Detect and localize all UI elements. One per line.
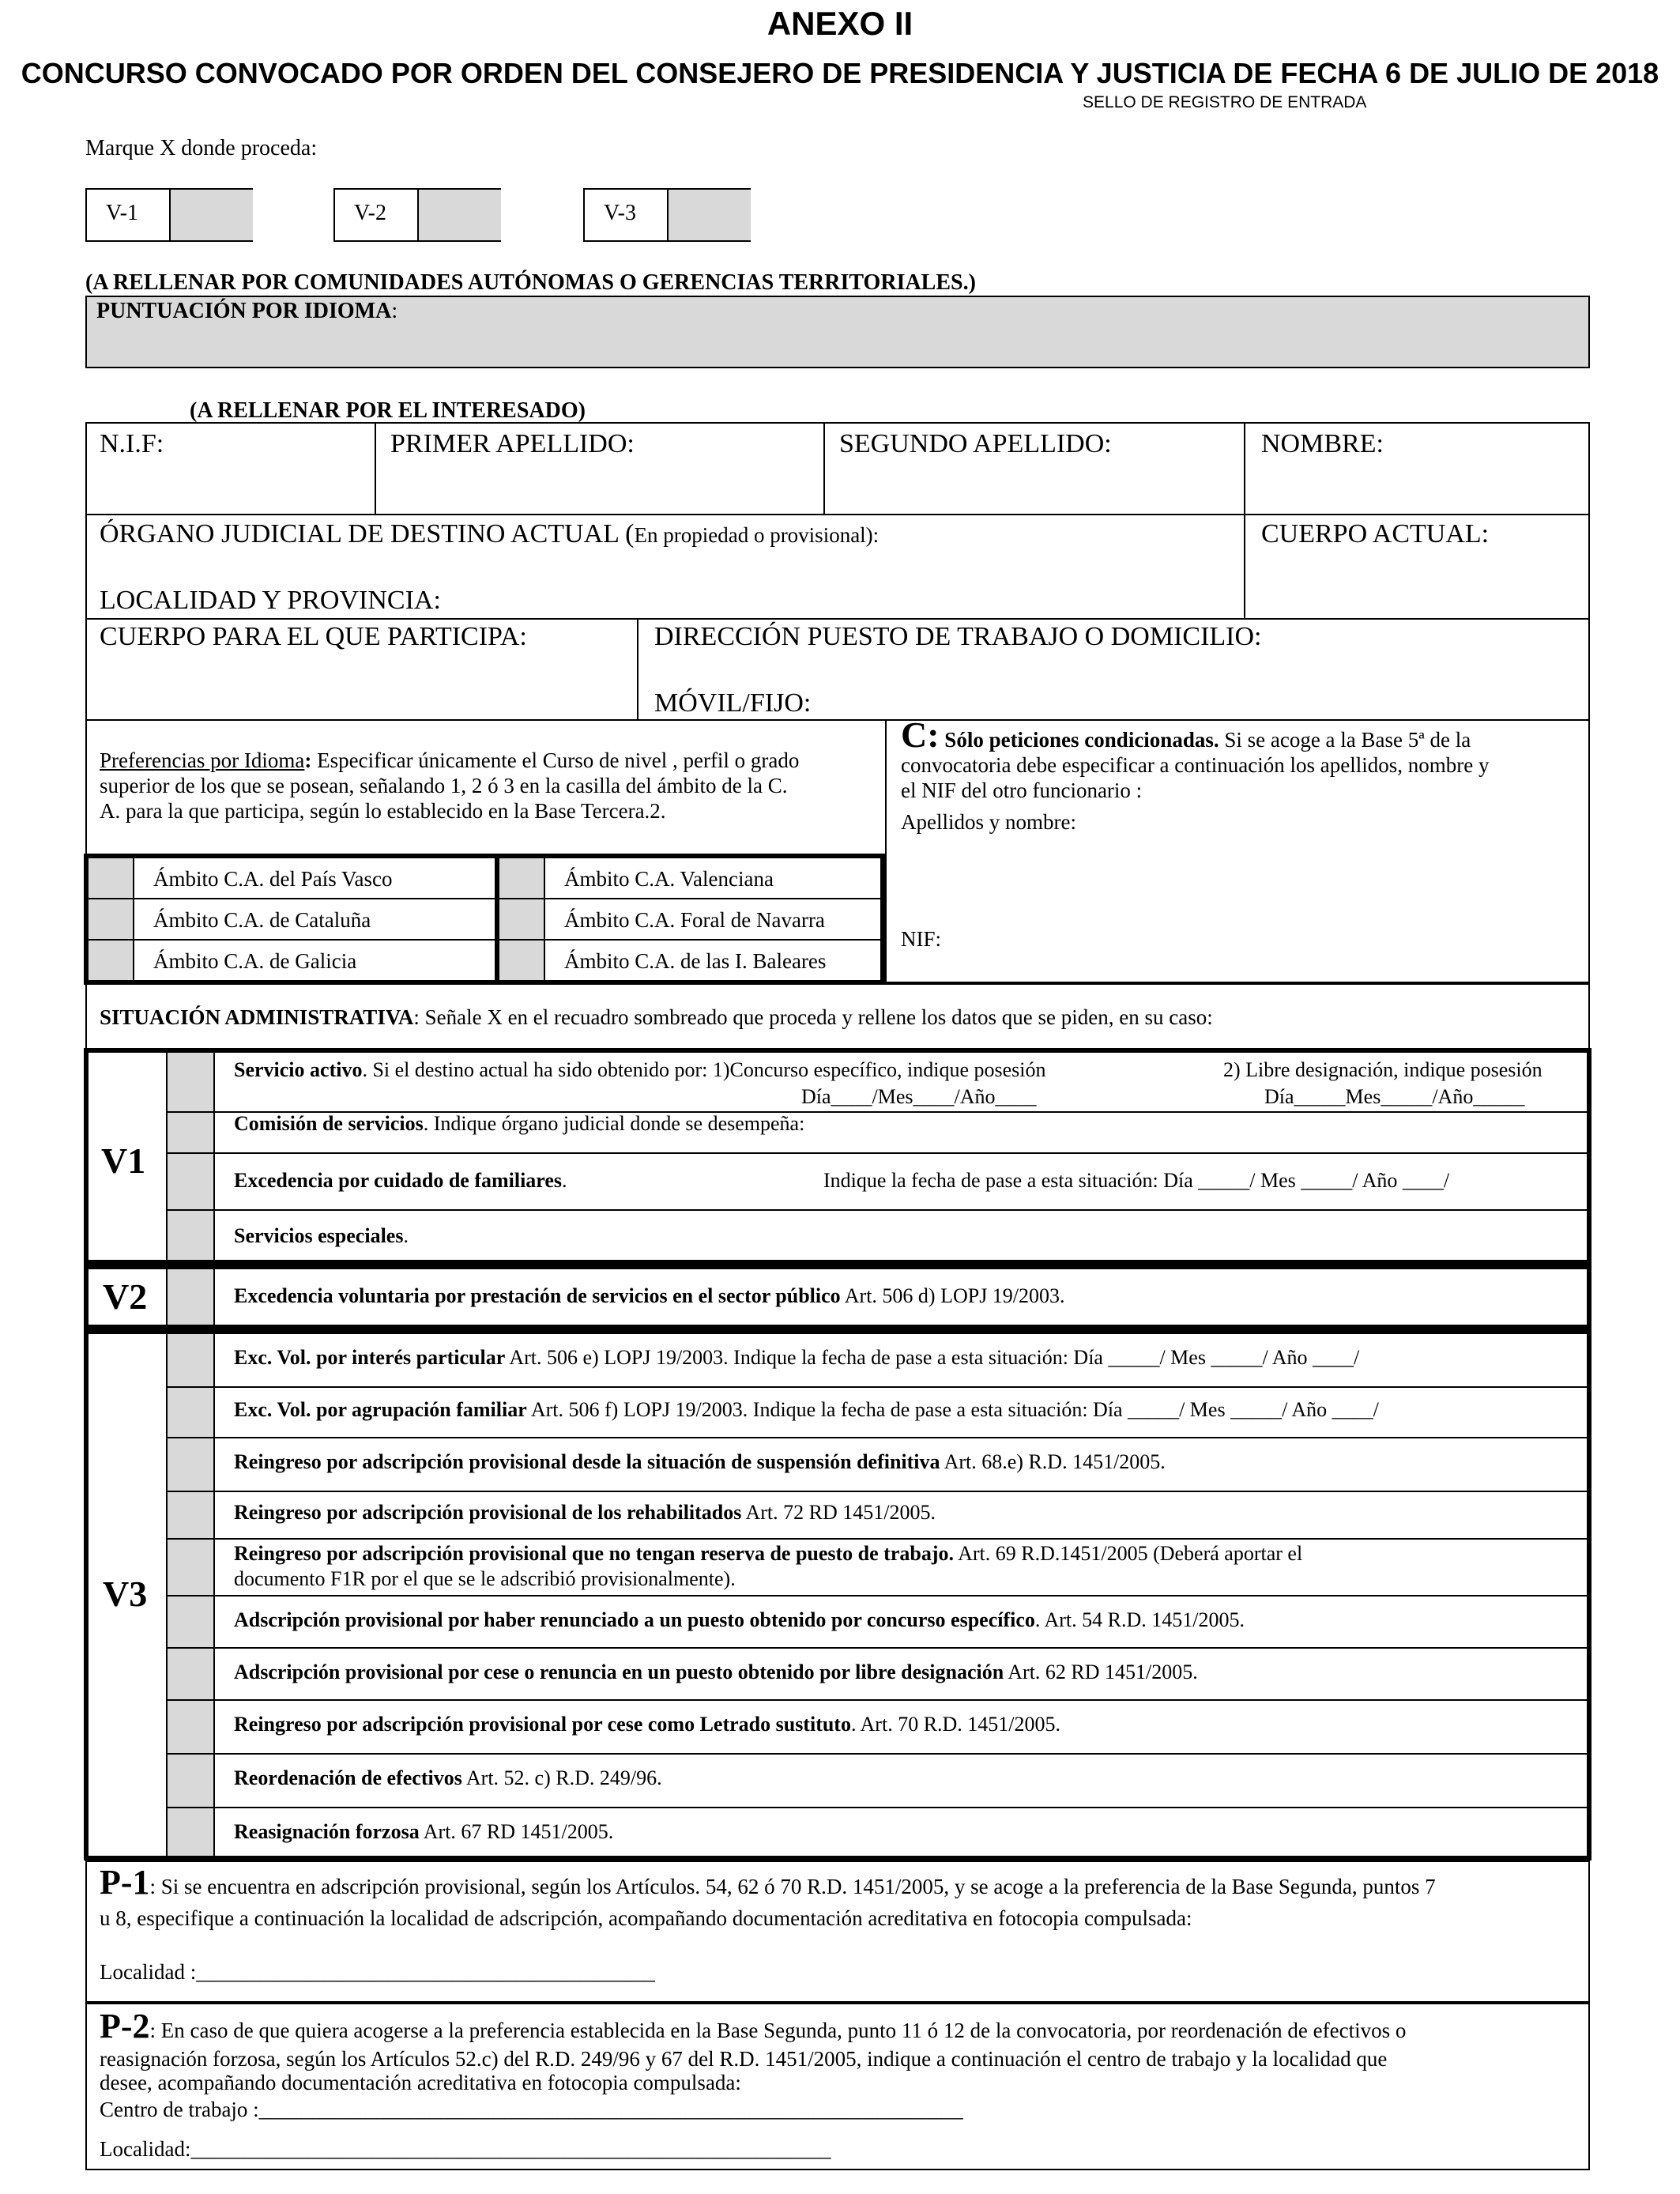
v3-option-7-text	[234, 1660, 1198, 1684]
nif-field-label: N.I.F:	[100, 429, 164, 458]
v3-option-3-bold: Reingreso por adscripción provisional desde la situación de suspensión definitiva	[234, 1450, 940, 1473]
ambito-valenciana-label: Ámbito C.A. Valenciana	[564, 867, 774, 891]
p1-line-1	[100, 1862, 1436, 1902]
v3-option-7-bold: Adscripción provisional por cese o renuncia en un puesto obtenido por libre designación	[234, 1661, 1004, 1683]
cuerpo-actual-field[interactable]	[1245, 515, 1588, 616]
servicios-especiales-checkbox[interactable]	[168, 1211, 213, 1260]
servicio-activo-checkbox[interactable]	[168, 1053, 213, 1111]
p1-localidad-field[interactable]: Localidad :___________________________________________	[100, 1960, 655, 1984]
v3-option-3-rest: Art. 68.e) R.D. 1451/2005.	[940, 1450, 1166, 1473]
segundo-apellido-field[interactable]	[825, 424, 1242, 512]
v3-option-4-rest: Art. 72 RD 1451/2005.	[741, 1501, 936, 1524]
v3-option-6-bold: Adscripción provisional por haber renunciado a un puesto obtenido por concurso específico	[234, 1608, 1035, 1631]
nombre-field[interactable]	[1245, 424, 1588, 512]
excedencia-familiares-checkbox[interactable]	[168, 1154, 213, 1209]
especiales-rest: .	[403, 1224, 409, 1247]
comision-servicios-text	[234, 1111, 804, 1136]
v3-option-3-checkbox[interactable]	[168, 1438, 213, 1491]
ambito-navarra-label: Ámbito C.A. Foral de Navarra	[564, 908, 825, 932]
excedencia-rest: .	[562, 1169, 567, 1192]
p1-line-2: u 8, especifique a continuación la localidad de adscripción, acompañando documentación acreditativa en fotocopia compulsada:	[100, 1906, 1192, 1930]
option-v2-box	[333, 188, 501, 242]
p2-line-1	[100, 2006, 1406, 2046]
excedencia-familiares-text	[234, 1168, 567, 1193]
direccion-field[interactable]	[638, 620, 1588, 718]
condicionadas-text	[901, 714, 1580, 835]
p2-line-3: desee, acompañando documentación acreditativa en fotocopia compulsada:	[100, 2071, 741, 2094]
p2-line-1-text: : En caso de que quiera acogerse a la preferencia establecida en la Base Segunda, punto 11 ó 12 de la convocatoria, por reordenación de efectivos o	[149, 2019, 1407, 2042]
condicionadas-apellidos-label: Apellidos y nombre:	[901, 810, 1076, 834]
v3-option-7-checkbox[interactable]	[168, 1649, 213, 1699]
v3-option-9-bold: Reordenación de efectivos	[234, 1766, 462, 1789]
comision-bold: Comisión de servicios	[234, 1112, 424, 1135]
v2-checkbox[interactable]	[168, 1269, 213, 1325]
v3-option-1-checkbox[interactable]	[168, 1334, 213, 1386]
primer-apellido-label: PRIMER APELLIDO:	[390, 429, 635, 458]
nombre-label: NOMBRE:	[1261, 429, 1384, 458]
v3-option-1-bold: Exc. Vol. por interés particular	[234, 1346, 506, 1369]
comision-rest: . Indique órgano judicial donde se desempeña:	[423, 1112, 805, 1135]
v3-label: V3	[103, 1574, 148, 1614]
situacion-heading-bold: SITUACIÓN ADMINISTRATIVA	[100, 1005, 414, 1029]
cuerpo-participa-field[interactable]	[87, 620, 635, 718]
especiales-bold: Servicios especiales	[234, 1224, 404, 1247]
v3-option-4-checkbox[interactable]	[168, 1492, 213, 1538]
condicionadas-nif-field[interactable]	[888, 925, 1588, 982]
v1-label: V1	[101, 1140, 146, 1181]
v3-option-5-rest: Art. 69 R.D.1451/2005 (Deberá aportar el	[954, 1542, 1303, 1565]
v3-option-9-checkbox[interactable]	[168, 1755, 213, 1807]
servicio-activo-rest: . Si el destino actual ha sido obtenido por: 1)Concurso específico, indique posesión	[362, 1058, 1046, 1081]
condicionadas-nif-label: NIF:	[901, 927, 942, 951]
segundo-apellido-label: SEGUNDO APELLIDO:	[839, 429, 1112, 458]
ambito-pais-vasco-checkbox[interactable]	[89, 858, 133, 898]
annex-title: ANEXO II	[767, 5, 913, 42]
ccaa-heading: (A RELLENAR POR COMUNIDADES AUTÓNOMAS O GERENCIAS TERRITORIALES.)	[85, 270, 976, 295]
puntuacion-idioma-field[interactable]	[85, 296, 1590, 368]
p1-line-1-text: : Si se encuentra en adscripción provisional, según los Artículos. 54, 62 ó 70 R.D. 1451/2005, y se acoge a la preferencia de la Base Segunda, puntos 7	[149, 1875, 1436, 1898]
primer-apellido-field[interactable]	[376, 424, 822, 512]
v3-option-5-bold: Reingreso por adscripción provisional que no tengan reserva de puesto de trabajo.	[234, 1542, 955, 1565]
v2-label: V2	[103, 1276, 148, 1317]
preferencias-line-2: superior de los que se posean, señalando 1, 2 ó 3 en la casilla del ámbito de la C.	[100, 774, 788, 797]
preferencias-text	[100, 748, 882, 824]
v3-option-10-rest: Art. 67 RD 1451/2005.	[419, 1820, 614, 1843]
nif-field[interactable]	[87, 424, 373, 512]
v3-option-6-checkbox[interactable]	[168, 1596, 213, 1647]
preferencias-line-3: A. para la que participa, según lo establecido en la Base Tercera.2.	[100, 799, 666, 823]
v3-option-10-checkbox[interactable]	[168, 1808, 213, 1856]
condicionadas-line-3: el NIF del otro funcionario :	[901, 778, 1143, 802]
ambito-cataluna-checkbox[interactable]	[89, 899, 133, 939]
v3-option-8-bold: Reingreso por adscripción provisional por cese como Letrado sustituto	[234, 1713, 851, 1736]
movil-fijo-label: MÓVIL/FIJO:	[654, 688, 812, 718]
ambito-cataluna-label: Ámbito C.A. de Cataluña	[153, 908, 371, 932]
v2-text	[234, 1284, 1065, 1308]
option-v1-label: V-1	[106, 201, 138, 225]
v3-option-2-rest: Art. 506 f) LOPJ 19/2003. Indique la fecha de pase a esta situación: Día _____/ Mes _____/ Año ____/	[526, 1398, 1379, 1421]
v3-option-8-rest: . Art. 70 R.D. 1451/2005.	[850, 1713, 1061, 1736]
cuerpo-actual-label: CUERPO ACTUAL:	[1261, 519, 1490, 548]
v2-bold: Excedencia voluntaria por prestación de servicios en el sector público	[234, 1284, 841, 1307]
condicionadas-bold: Sólo peticiones condicionadas.	[939, 728, 1219, 752]
option-v3-box	[583, 188, 751, 242]
p2-centro-field[interactable]: Centro de trabajo :__________________________________________________________________	[100, 2098, 963, 2121]
v3-option-6-text	[234, 1608, 1245, 1632]
preferencias-label: Preferencias por Idioma	[100, 748, 305, 772]
servicio-activo-fecha-1: Día____/Mes____/Año____	[801, 1085, 1037, 1108]
servicio-activo-fecha-2: Día_____Mes_____/Año_____	[1264, 1085, 1525, 1108]
option-v3-label: V-3	[604, 201, 636, 225]
puntuacion-label: PUNTUACIÓN POR IDIOMA	[96, 299, 392, 323]
v3-option-5-text	[234, 1541, 1302, 1566]
servicio-activo-libre: 2) Libre designación, indique posesión	[1223, 1058, 1543, 1081]
condicionadas-apellidos-field[interactable]	[888, 846, 1588, 925]
condicionadas-letter: C:	[901, 714, 940, 755]
condicionadas-line-2: convocatoria debe especificar a continuación los apellidos, nombre y	[901, 753, 1490, 777]
servicio-activo-text	[234, 1057, 1046, 1082]
v3-option-10-text	[234, 1819, 613, 1844]
organo-small-text: En propiedad o provisional):	[634, 523, 880, 547]
excedencia-familiares-fecha: Indique la fecha de pase a esta situación: Día _____/ Mes _____/ Año ____/	[823, 1169, 1450, 1192]
v3-option-9-text	[234, 1766, 662, 1790]
v3-option-8-checkbox[interactable]	[168, 1701, 213, 1753]
stamp-label: SELLO DE REGISTRO DE ENTRADA	[1083, 93, 1367, 111]
option-v1-checkbox[interactable]	[169, 190, 253, 240]
p2-label: P-2	[100, 2007, 150, 2045]
v3-option-2-text	[234, 1397, 1379, 1422]
ambito-baleares-label: Ámbito C.A. de las I. Baleares	[564, 949, 827, 973]
puntuacion-colon: :	[391, 299, 398, 323]
option-v2-checkbox[interactable]	[417, 190, 501, 240]
v3-option-3-text	[234, 1449, 1166, 1474]
v3-option-10-bold: Reasignación forzosa	[234, 1820, 420, 1843]
v3-option-1-rest: Art. 506 e) LOPJ 19/2003. Indique la fecha de pase a esta situación: Día _____/ Mes _____/ Año ____/	[505, 1346, 1360, 1369]
ambito-valenciana-checkbox[interactable]	[499, 858, 544, 898]
v3-option-1-text	[234, 1345, 1359, 1370]
situacion-heading	[100, 1005, 1213, 1030]
option-v1-box	[85, 188, 253, 242]
v2-rest: Art. 506 d) LOPJ 19/2003.	[840, 1284, 1065, 1307]
direccion-label: DIRECCIÓN PUESTO DE TRABAJO O DOMICILIO:	[654, 622, 1262, 651]
organo-main-text: ÓRGANO JUDICIAL DE DESTINO ACTUAL (	[100, 519, 635, 548]
cuerpo-participa-label: CUERPO PARA EL QUE PARTICIPA:	[100, 622, 527, 651]
v3-option-2-checkbox[interactable]	[168, 1388, 213, 1437]
condicionadas-line-1: Si se acoge a la Base 5ª de la	[1219, 728, 1471, 752]
v3-option-2-bold: Exc. Vol. por agrupación familiar	[234, 1398, 527, 1421]
comision-servicios-checkbox[interactable]	[168, 1113, 213, 1152]
document-subtitle: CONCURSO CONVOCADO POR ORDEN DEL CONSEJERO DE PRESIDENCIA Y JUSTICIA DE FECHA 6 DE JULIO DE 2018	[21, 57, 1659, 89]
p2-localidad-field[interactable]: Localidad:____________________________________________________________	[100, 2137, 831, 2161]
preferencias-colon: :	[304, 748, 312, 772]
interesado-heading: (A RELLENAR POR EL INTERESADO)	[190, 398, 586, 423]
p1-label: P-1	[100, 1863, 150, 1902]
ambito-galicia-checkbox[interactable]	[89, 941, 133, 980]
servicios-especiales-text	[234, 1223, 409, 1248]
preferencias-line-1: Especificar únicamente el Curso de nivel , perfil o grado	[311, 748, 800, 772]
v3-option-4-bold: Reingreso por adscripción provisional de los rehabilitados	[234, 1501, 742, 1524]
v3-option-5-checkbox[interactable]	[168, 1540, 213, 1595]
v3-option-7-rest: Art. 62 RD 1451/2005.	[1004, 1661, 1198, 1683]
ambito-baleares-checkbox[interactable]	[499, 941, 544, 980]
v3-option-6-rest: . Art. 54 R.D. 1451/2005.	[1034, 1608, 1245, 1631]
ambito-galicia-label: Ámbito C.A. de Galicia	[153, 949, 357, 973]
v3-option-8-text	[234, 1712, 1060, 1736]
v3-option-9-rest: Art. 52. c) R.D. 249/96.	[461, 1766, 662, 1789]
marque-label: Marque X donde proceda:	[85, 136, 318, 160]
ambito-pais-vasco-label: Ámbito C.A. del País Vasco	[153, 867, 393, 891]
organo-judicial-field[interactable]	[87, 515, 1242, 579]
p2-line-2: reasignación forzosa, según los Artículos 52.c) del R.D. 249/96 y 67 del R.D. 1451/2005, indique a continuación el centro de trabajo y la localidad que	[100, 2047, 1388, 2071]
excedencia-bold: Excedencia por cuidado de familiares	[234, 1169, 563, 1192]
situacion-heading-rest: : Señale X en el recuadro sombreado que proceda y rellene los datos que se piden, en su caso:	[413, 1005, 1213, 1029]
ambito-navarra-checkbox[interactable]	[499, 899, 544, 939]
option-v3-checkbox[interactable]	[667, 190, 751, 240]
servicio-activo-bold: Servicio activo	[234, 1058, 363, 1081]
option-v2-label: V-2	[354, 201, 386, 225]
localidad-provincia-label: LOCALIDAD Y PROVINCIA:	[100, 586, 441, 615]
v3-option-5-line-2: documento F1R por el que se le adscribió provisionalmente).	[234, 1567, 736, 1590]
v3-option-4-text	[234, 1500, 936, 1525]
